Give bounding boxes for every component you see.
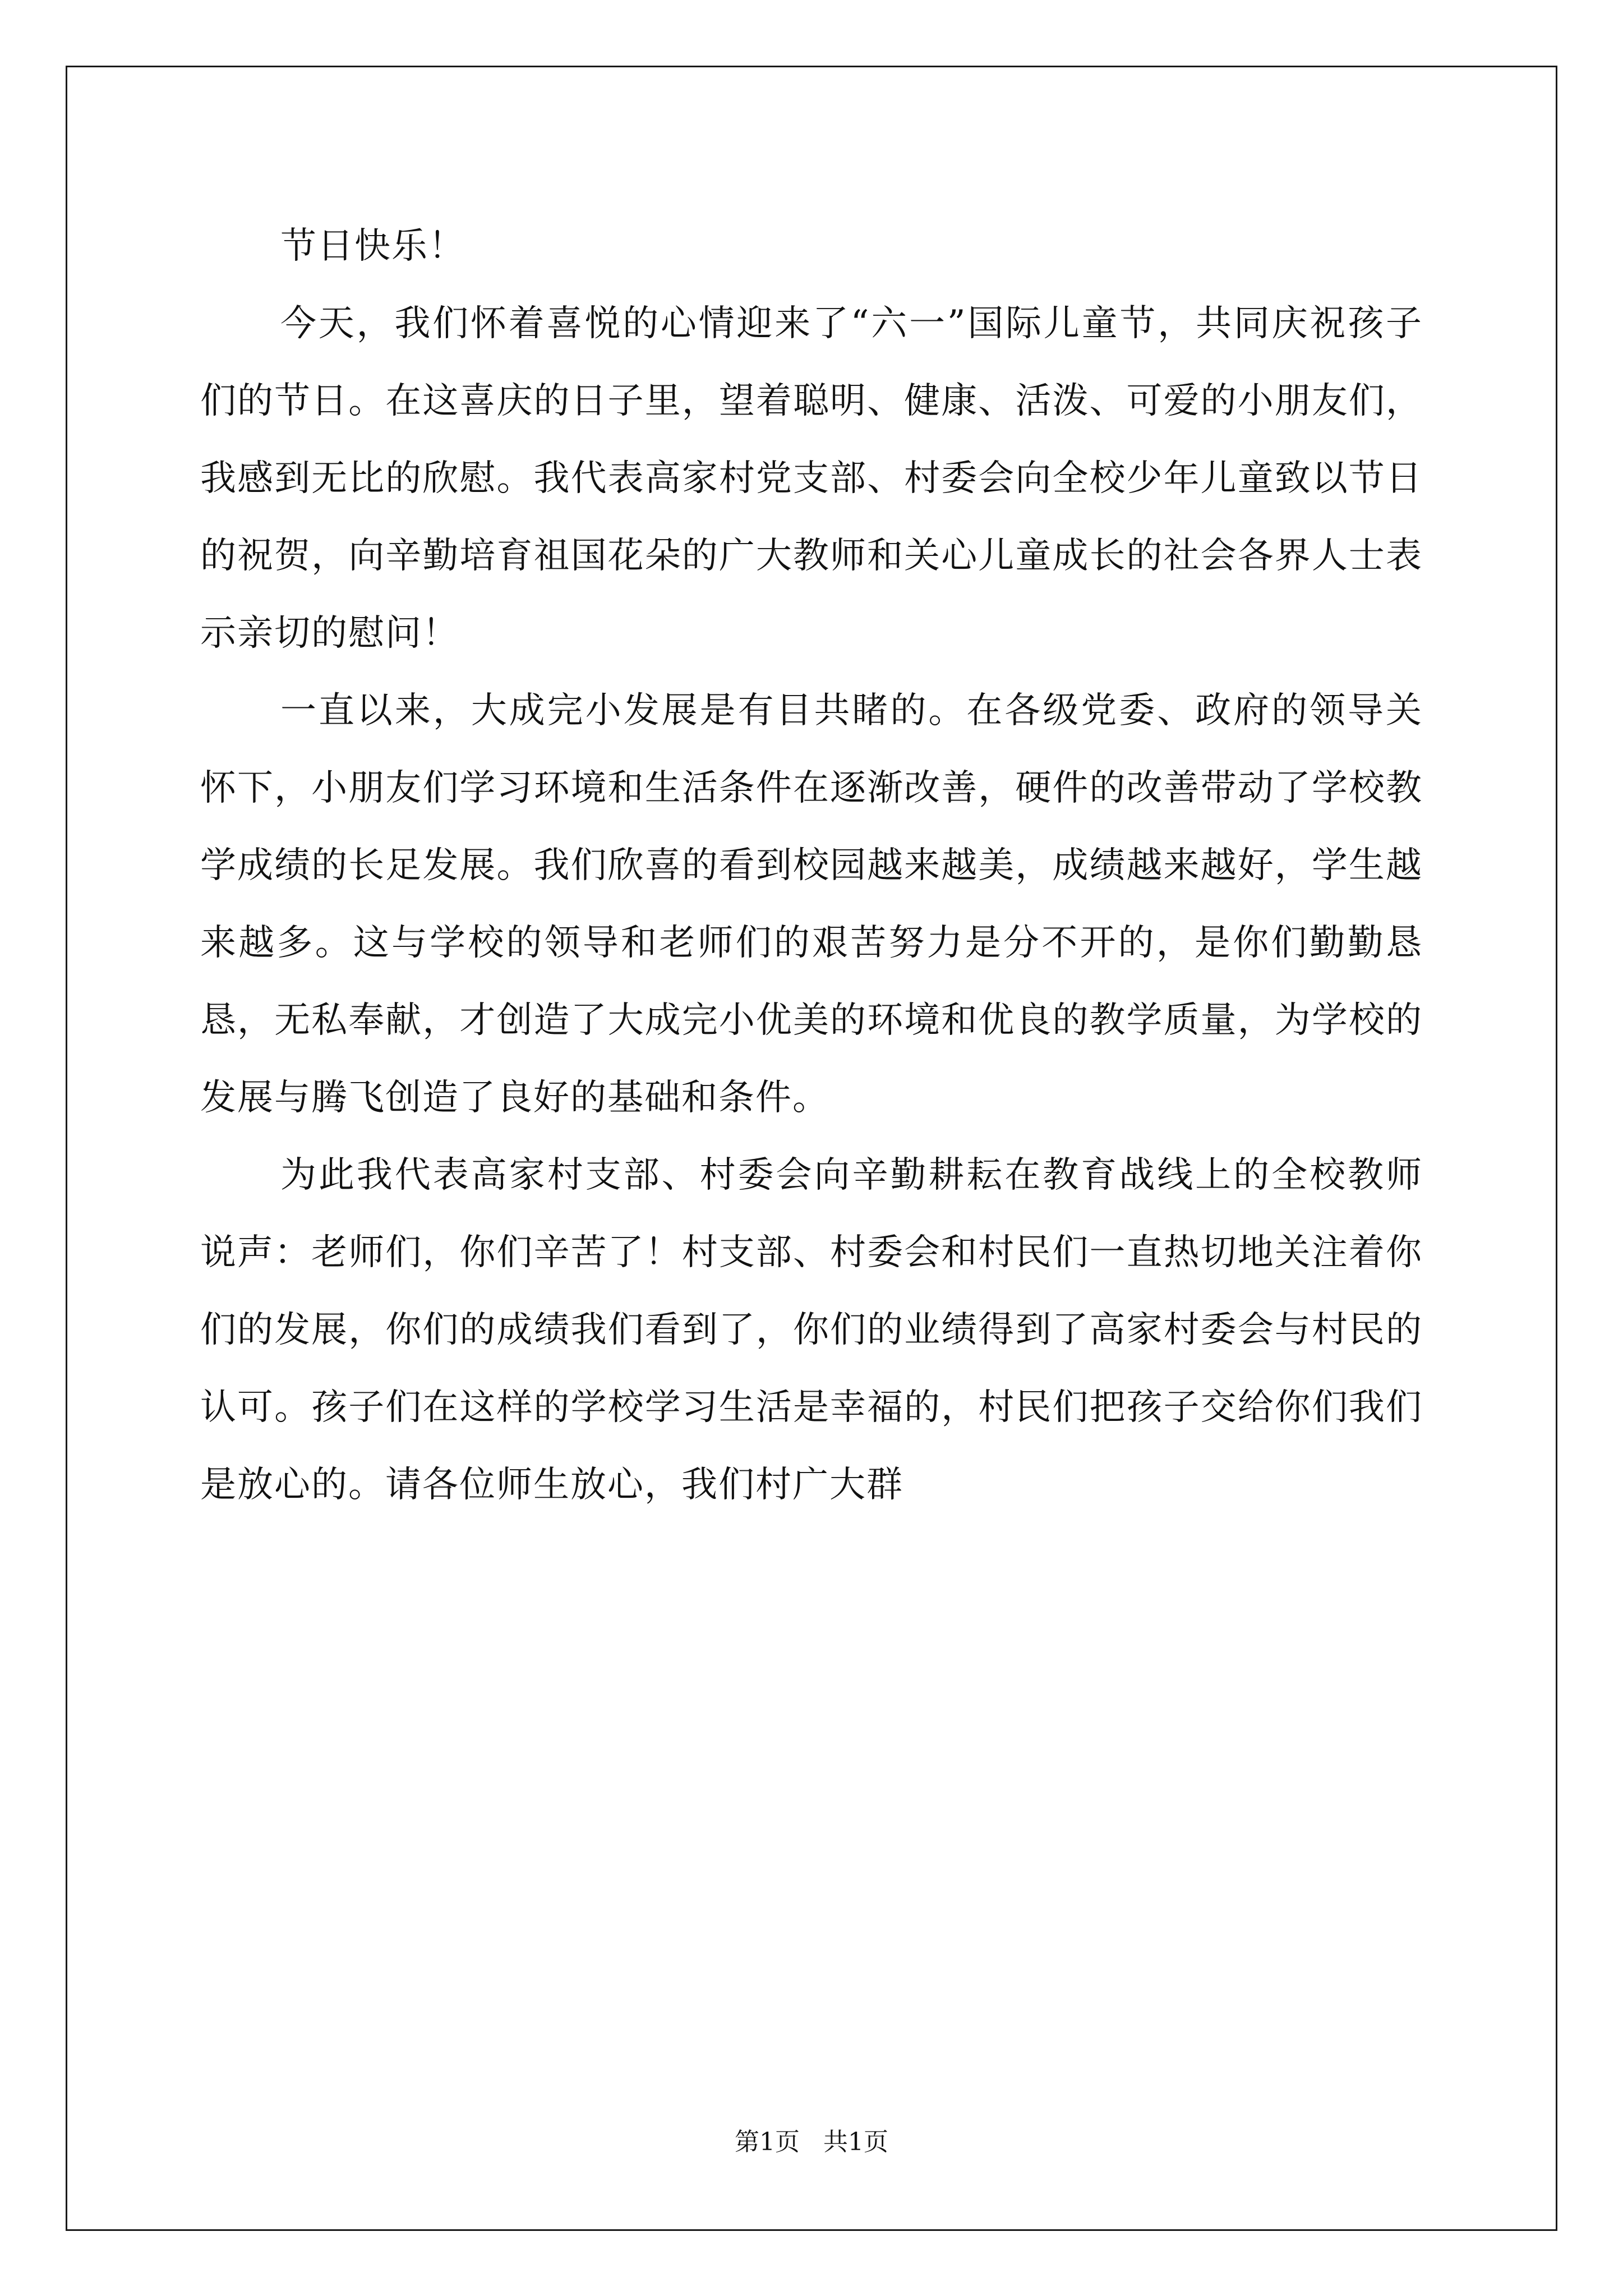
paragraph-school-development: 一直以来，大成完小发展是有目共睹的。在各级党委、政府的领导关怀下，小朋友们学习环境和生活条件在逐渐改善，硬件的改善带动了学校教学成绩的长足发展。我们欣喜的看到校园越来越美，成绩越来越好，学生越来越多。这与学校的领导和老师们的艰苦努力是分不开的，是你们勤勤恳恳，无私奉献，才创造了大成完小优美的环境和优良的教学质量，为学校的发展与腾飞创造了良好的基础和条件。	[200, 690, 1423, 1119]
paragraph-greeting: 节日快乐！	[280, 226, 465, 267]
document-body	[200, 208, 1423, 1524]
page-footer: 第1页 共1页	[735, 2128, 888, 2156]
paragraph-thanks-teachers: 为此我代表高家村支部、村委会向辛勤耕耘在教育战线上的全校教师说声：老师们，你们辛苦了！村支部、村委会和村民们一直热切地关注着你们的发展，你们的成绩我们看到了，你们的业绩得到了高家村委会与村民的认可。孩子们在这样的学校学习生活是幸福的，村民们把孩子交给你们我们是放心的。请各位师生放心，我们村广大群	[200, 1154, 1423, 1506]
paragraph-opening: 今天，我们怀着喜悦的心情迎来了“六一”国际儿童节，共同庆祝孩子们的节日。在这喜庆的日子里，望着聪明、健康、活泼、可爱的小朋友们，我感到无比的欣慰。我代表高家村党支部、村委会向全校少年儿童致以节日的祝贺，向辛勤培育祖国花朵的广大教师和关心儿童成长的社会各界人士表示亲切的慰问！	[200, 303, 1423, 654]
